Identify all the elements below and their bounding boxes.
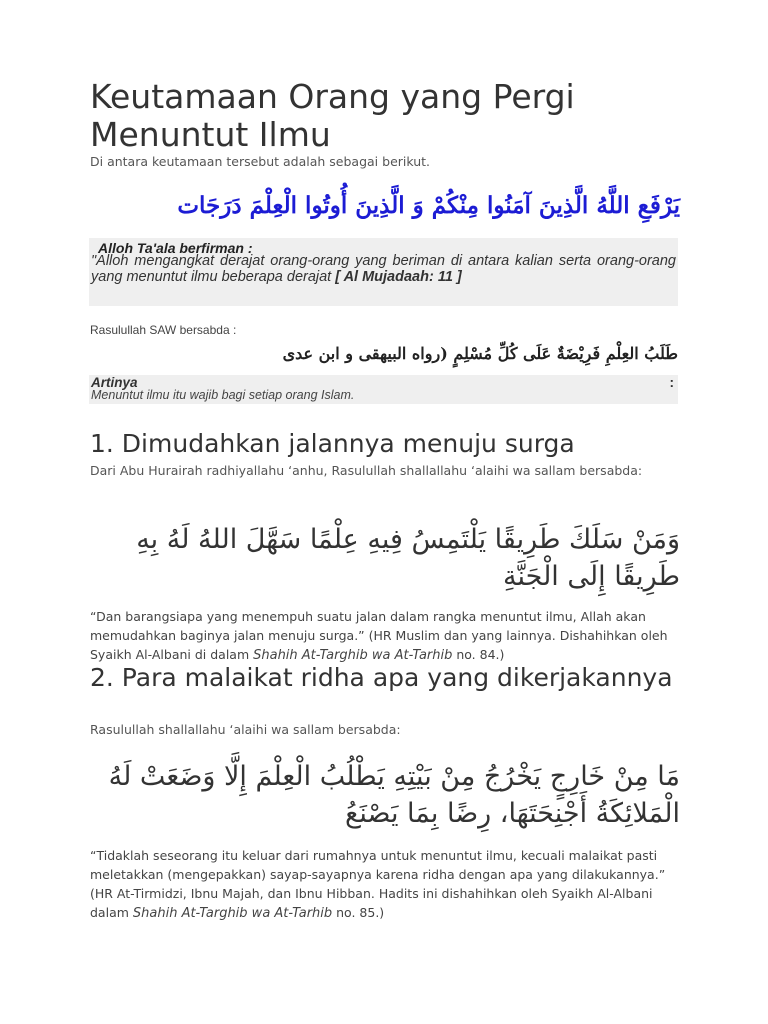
section1-arabic: وَمَنْ سَلَكَ طَرِيقًا يَلْتَمِسُ فِيهِ عِلْمًا سَهَّلَ اللهُ لَهُ بِهِ طَرِيقًا إِلَى الْجَنَّةِ [136,524,680,592]
section2-arabic: مَا مِنْ خَارِجٍ يَخْرُجُ مِنْ بَيْتِهِ يَطْلُبُ الْعِلْمَ إِلَّا وَضَعَتْ لَهُ الْمَلائِكَةُ أَجْنِحَتَهَا، رِضًا بِمَا يَصْنَعُ [108,761,680,829]
verse-translation [91,254,676,285]
rasul-label: Rasulullah SAW bersabda : [90,323,237,337]
section2-quote [90,846,680,923]
box-heading: Alloh Ta'ala berfirman : [98,240,253,256]
quote-end: no. 84.) [452,647,505,662]
translation-text: "Alloh mengangkat derajat orang-orang yang beriman di antara kalian serta orang-orang yang menuntut ilmu beberapa derajat [91,253,676,285]
book-title: Shahih At-Targhib wa At-Tarhib [132,906,333,921]
section2-intro: Rasulullah shallallahu ‘alaihi wa sallam bersabda: [90,722,401,737]
book-title: Shahih At-Targhib wa At-Tarhib [253,648,453,663]
intro-text: Di antara keutamaan tersebut adalah sebagai berikut. [90,154,431,169]
meaning-text: Menuntut ilmu itu wajib bagi setiap orang Islam. [91,388,355,402]
section1-intro: Dari Abu Hurairah radhiyallahu ‘anhu, Rasulullah shallallahu ‘alaihi wa sallam bersabda: [90,463,643,478]
quote-end: no. 85.) [332,905,385,920]
section1-quote [90,607,680,665]
translation-box [89,238,678,306]
meaning-heading: Artinya [91,375,138,390]
section-heading-2: 2. Para malaikat ridha apa yang dikerjakannya [90,663,673,692]
meaning-box [89,375,678,404]
hadith-arabic: طَلَبُ العِلْمِ فَرِيْضَةٌ عَلَى كُلِّ مُسْلِمٍ (رواه البيهقى و ابن عدى [282,344,678,363]
page-title: Keutamaan Orang yang Pergi Menuntut Ilmu [90,77,575,154]
quran-verse-arabic: يَرْفَعِ اللَّهُ الَّذِينَ آمَنُوا مِنْكُمْ وَ الَّذِينَ أُوتُوا الْعِلْمَ دَرَجَات [177,192,680,219]
meaning-colon: : [669,375,674,390]
section-heading-1: 1. Dimudahkan jalannya menuju surga [90,429,575,458]
quote-text: “Dan barangsiapa yang menempuh suatu jalan dalam rangka menuntut ilmu, Allah akan memudahkan baginya jalan menuju surga.” (HR Muslim dan yang lainnya. Dishahihkan oleh Syaikh Al-Albani di dalam [90,609,668,662]
quote-text: “Tidaklah seseorang itu keluar dari rumahnya untuk menuntut ilmu, kecuali malaikat pasti meletakkan (mengepakkan) sayap-sayapnya karena ridha dengan apa yang dilakukannya.” (HR At-Tirmidzi, Ibnu Majah, dan Ibnu Hibban. Hadits ini dishahihkan oleh Syaikh Al-Albani dalam [90,848,666,920]
verse-reference: [ Al Mujadaah: 11 ] [335,268,462,285]
